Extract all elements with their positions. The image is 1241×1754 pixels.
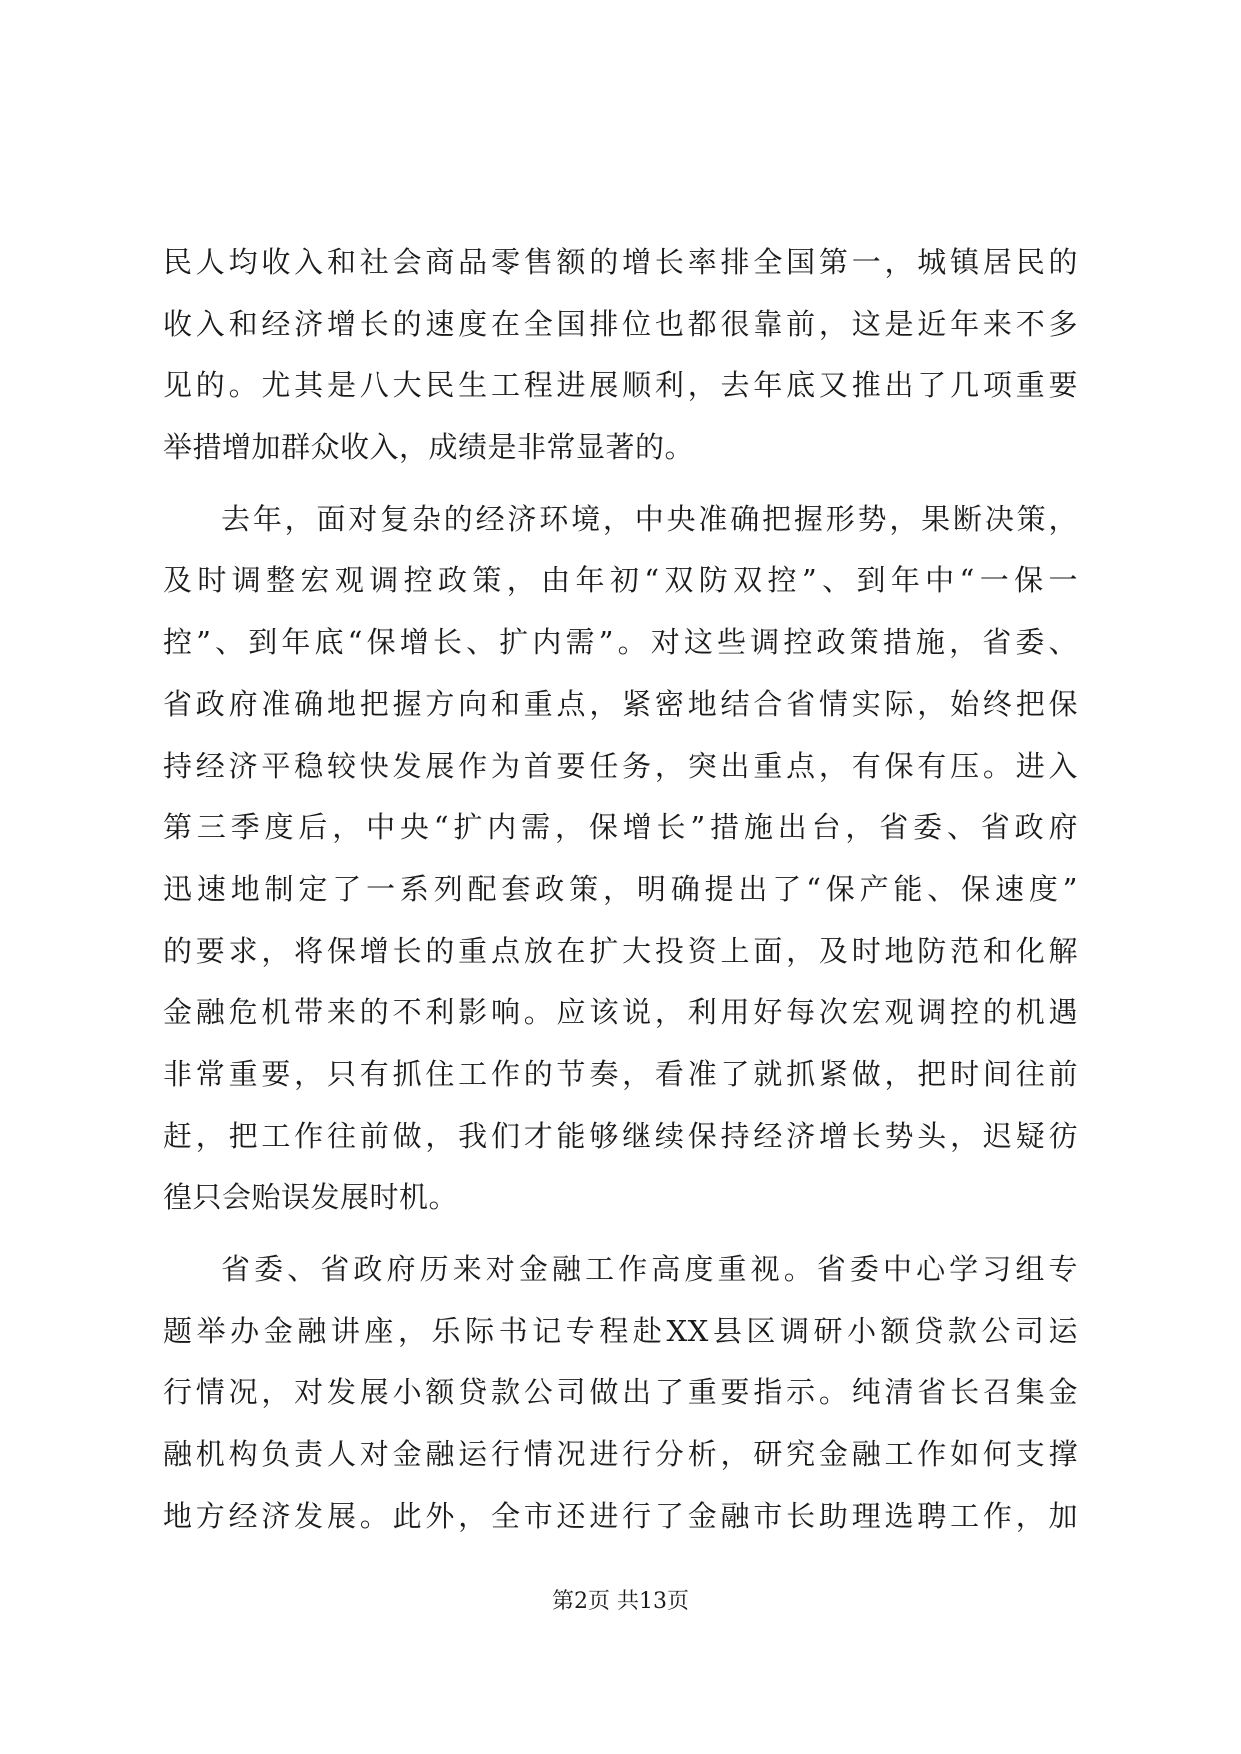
text-line: 地方经济发展。此外，全市还进行了金融市长助理选聘工作，加 (163, 1498, 1078, 1533)
paragraph (163, 232, 1078, 479)
text-line: 徨只会贻误发展时机。 (163, 1180, 459, 1215)
text-line: 及时调整宏观调控政策，由年初“双防双控”、到年中“一保一 (163, 563, 1078, 598)
text-line: 题举办金融讲座，乐际书记专程赴XX县区调研小额贷款公司运 (163, 1313, 1078, 1348)
text-line: 融机构负责人对金融运行情况进行分析，研究金融工作如何支撑 (163, 1437, 1078, 1472)
text-line: 省委、省政府历来对金融工作高度重视。省委中心学习组专 (221, 1252, 1078, 1286)
paragraph (163, 1239, 1078, 1547)
text-line: 举措增加群众收入，成绩是非常显著的。 (163, 430, 695, 465)
text-line: 省政府准确地把握方向和重点，紧密地结合省情实际，始终把保 (163, 686, 1078, 721)
page-footer: 第2页 共13页 (552, 1589, 689, 1614)
text-line: 非常重要，只有抓住工作的节奏，看准了就抓紧做，把时间往前 (163, 1056, 1078, 1091)
paragraph (163, 489, 1078, 1229)
body-text (163, 232, 1078, 1547)
paragraph-gap (163, 1229, 1078, 1239)
text-line: 控”、到年底“保增长、扩内需”。对这些调控政策措施，省委、 (163, 625, 1078, 660)
text-line: 金融危机带来的不利影响。应该说，利用好每次宏观调控的机遇 (163, 995, 1078, 1030)
text-line: 民人均收入和社会商品零售额的增长率排全国第一，城镇居民的 (163, 245, 1078, 279)
paragraph-gap (163, 479, 1078, 489)
text-line: 迅速地制定了一系列配套政策，明确提出了“保产能、保速度” (163, 871, 1078, 906)
text-line: 行情况，对发展小额贷款公司做出了重要指示。纯清省长召集金 (163, 1375, 1078, 1410)
text-line: 赶，把工作往前做，我们才能够继续保持经济增长势头，迟疑彷 (163, 1118, 1078, 1153)
text-line: 收入和经济增长的速度在全国排位也都很靠前，这是近年来不多 (163, 306, 1078, 341)
text-line: 的要求，将保增长的重点放在扩大投资上面，及时地防范和化解 (163, 933, 1078, 968)
text-line: 第三季度后，中央“扩内需，保增长”措施出台，省委、省政府 (163, 810, 1078, 845)
text-line: 去年，面对复杂的经济环境，中央准确把握形势，果断决策， (221, 501, 1078, 536)
text-line: 见的。尤其是八大民生工程进展顺利，去年底又推出了几项重要 (163, 368, 1078, 403)
text-line: 持经济平稳较快发展作为首要任务，突出重点，有保有压。进入 (163, 748, 1078, 783)
